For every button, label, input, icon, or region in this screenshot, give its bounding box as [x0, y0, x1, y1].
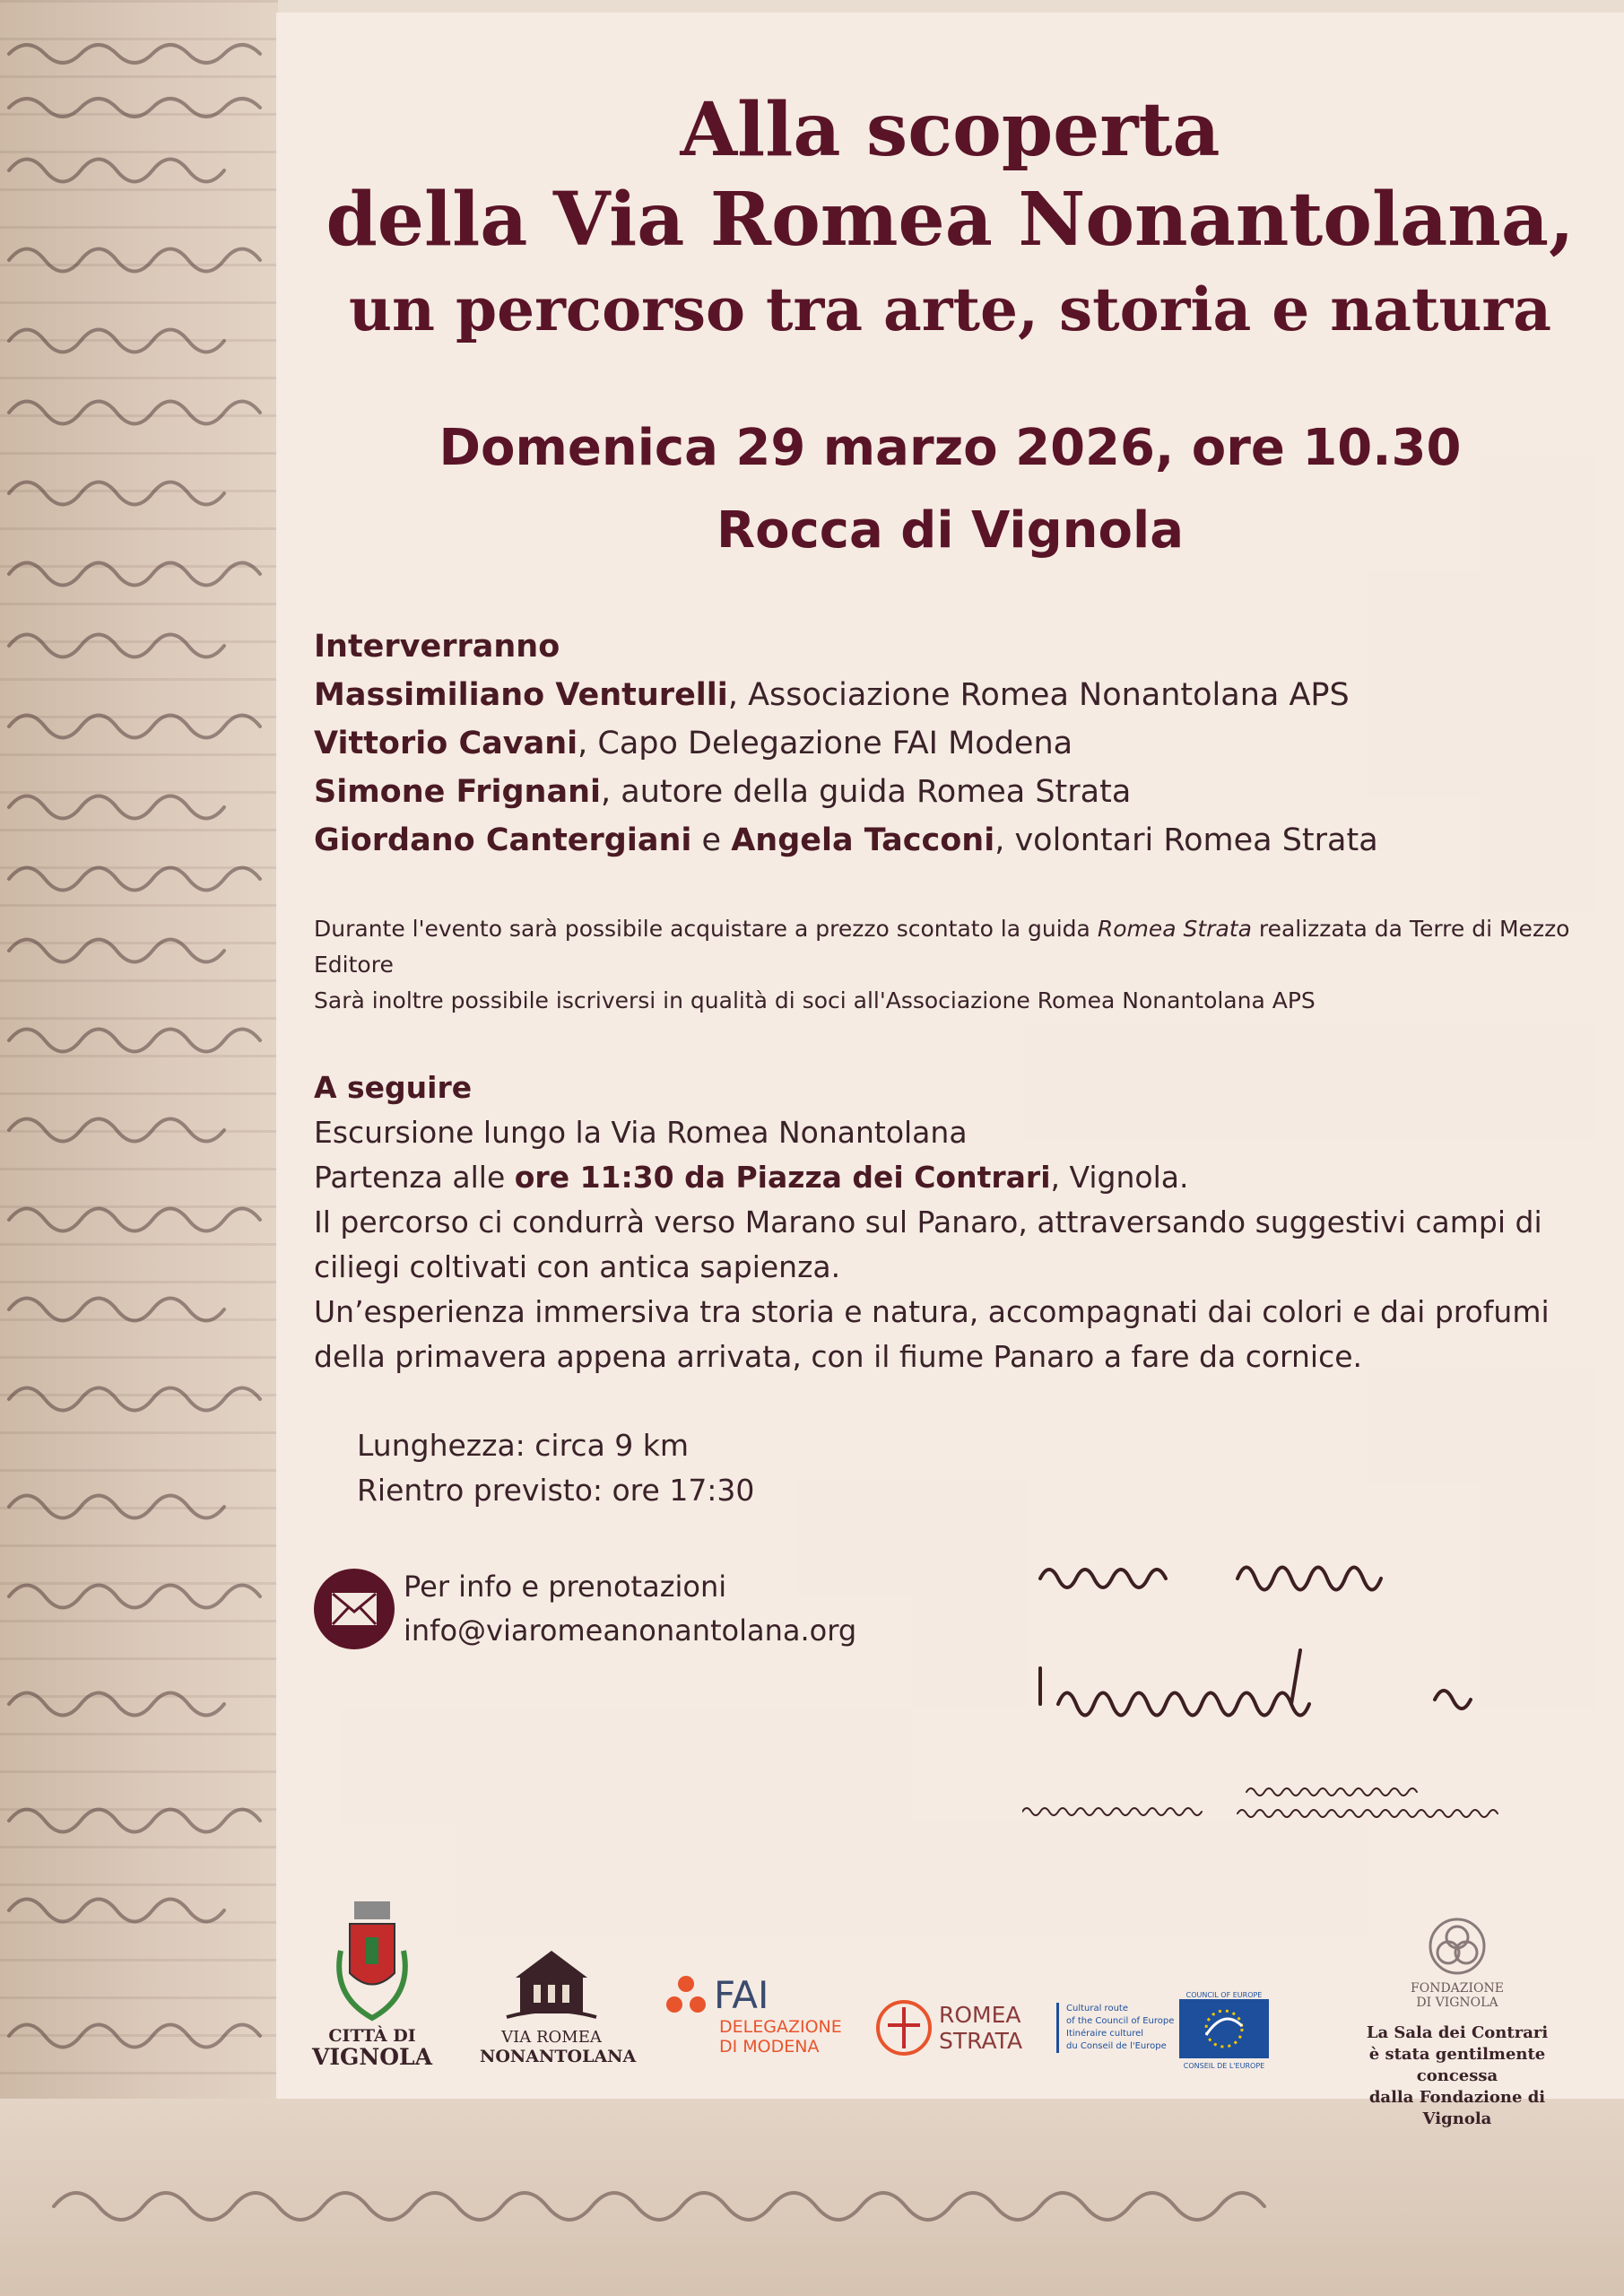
coe-bottom-label: CONSEIL DE L'EUROPE	[1183, 2062, 1265, 2070]
fai-label-2: DI MODENA	[719, 2037, 820, 2057]
manuscript-script-decoration-bottom	[0, 2152, 1624, 2296]
fai-wordmark: FAI	[714, 1973, 769, 2017]
following-heading: A seguire	[314, 1070, 473, 1105]
mail-icon	[314, 1569, 395, 1649]
vignola-label: VIGNOLA	[311, 2044, 433, 2070]
sala-note-1: La Sala dei Contrari	[1366, 2023, 1549, 2042]
cultural-route-4: du Conseil de l'Europe	[1066, 2041, 1167, 2051]
cultural-route-text	[1056, 2003, 1192, 2053]
note-text: Durante l'evento sarà possibile acquistare a prezzo scontato la guida	[314, 916, 1098, 942]
speakers-section	[314, 622, 1587, 865]
fai-icon	[665, 1975, 707, 2016]
notes-section	[314, 911, 1587, 1019]
logo-citta-di-vignola	[309, 1897, 435, 2069]
romea-strata-label-2: STRATA	[939, 2028, 1023, 2054]
eu-stars-flag-icon	[1179, 1999, 1269, 2058]
detail-length: Lunghezza: circa 9 km	[357, 1428, 690, 1463]
note-guide	[314, 911, 1587, 983]
fondazione-label-1: FONDAZIONE	[1411, 1981, 1504, 1996]
departure-text: , Vignola.	[1050, 1160, 1189, 1195]
event-place: Rocca di Vignola	[716, 501, 1184, 560]
speakers-heading: Interverranno	[314, 629, 560, 665]
speaker-role: , autore della guida Romea Strata	[601, 774, 1132, 810]
sala-note-3: dalla Fondazione di Vignola	[1368, 2088, 1546, 2128]
speaker-row	[314, 816, 1587, 865]
speaker-name: Giordano Cantergiani	[314, 822, 692, 858]
logo-council-of-europe	[1175, 1991, 1273, 2070]
speaker-name: Simone Frignani	[314, 774, 601, 810]
speaker-role: , Capo Delegazione FAI Modena	[578, 726, 1073, 761]
logo-romea-strata	[874, 1998, 1072, 2057]
vignola-label-small: CITTÀ DI	[328, 2026, 416, 2046]
following-line: Escursione lungo la Via Romea Nonantolana	[314, 1115, 968, 1150]
coe-top-label: COUNCIL OF EUROPE	[1185, 1991, 1263, 1999]
following-route: Il percorso ci condurrà verso Marano sul Panaro, attraversando suggestivi campi di ciliegi coltivati con antica sapienza.	[314, 1205, 1542, 1284]
romea-strata-icon	[874, 1998, 934, 2057]
event-date: Domenica 29 marzo 2026, ore 10.30	[439, 419, 1462, 477]
speaker-name: Massimiliano Venturelli	[314, 677, 728, 713]
speaker-connector: e	[691, 822, 732, 858]
logo-via-romea-nonantolana	[480, 1942, 637, 2066]
following-experience: Un’esperienza immersiva tra storia e natura, accompagnati dai colori e dai profumi della primavera appena arrivata, con il fiume Panaro a fare da cornice.	[314, 1294, 1550, 1374]
cultural-route-3: Itinéraire culturel	[1066, 2029, 1144, 2039]
title-line-1: Alla scoperta	[680, 87, 1220, 173]
fondazione-label-2: DI VIGNOLA	[1416, 1996, 1498, 2010]
fondazione-knot-icon	[1426, 1915, 1489, 1978]
romea-label-2: NONANTOLANA	[480, 2047, 637, 2066]
romea-strata-label-1: ROMEA	[939, 2002, 1021, 2028]
title-line-3: un percorso tra arte, storia e natura	[349, 274, 1551, 344]
contact-label: Per info e prenotazioni	[404, 1570, 727, 1604]
speaker-row	[314, 671, 1587, 719]
note-emphasis: Romea Strata	[1097, 916, 1252, 942]
speaker-row	[314, 719, 1587, 768]
following-section	[314, 1065, 1587, 1379]
fai-label-1: DELEGAZIONE	[719, 2017, 842, 2037]
vignola-crest-icon	[323, 1897, 421, 2022]
speaker-name: Angela Tacconi	[731, 822, 995, 858]
speaker-name: Vittorio Cavani	[314, 726, 578, 761]
cultural-route-2: of the Council of Europe	[1066, 2016, 1175, 2026]
abbey-icon	[498, 1942, 605, 2024]
departure-time-place: ore 11:30 da Piazza dei Contrari	[514, 1160, 1051, 1195]
details-section	[357, 1423, 1624, 1513]
departure-text: Partenza alle	[314, 1160, 515, 1195]
manuscript-script-decoration	[0, 0, 278, 2099]
detail-return: Rientro previsto: ore 17:30	[357, 1473, 755, 1508]
contact-email[interactable]: info@viaromeanonantolana.org	[404, 1613, 857, 1648]
cultural-route-1: Cultural route	[1066, 2004, 1128, 2013]
speaker-role: , Associazione Romea Nonantolana APS	[727, 677, 1350, 713]
logo-fondazione-di-vignola	[1341, 1915, 1574, 2130]
romea-label-1: VIA ROMEA	[501, 2028, 602, 2047]
logo-fai	[665, 1973, 854, 2057]
note-text: realizzata da Terre di Mezzo Editore	[314, 916, 1570, 978]
speaker-row	[314, 768, 1587, 816]
note-membership: Sarà inoltre possibile iscriversi in qualità di soci all'Associazione Romea Nonantolana APS	[314, 987, 1316, 1013]
contact-block	[314, 1565, 856, 1653]
speaker-role: , volontari Romea Strata	[994, 822, 1378, 858]
following-departure	[314, 1155, 1587, 1200]
manuscript-signature	[1022, 1525, 1524, 1848]
sala-note-2: è stata gentilmente concessa	[1368, 2045, 1546, 2085]
title-line-2: della Via Romea Nonantolana,	[326, 177, 1575, 263]
